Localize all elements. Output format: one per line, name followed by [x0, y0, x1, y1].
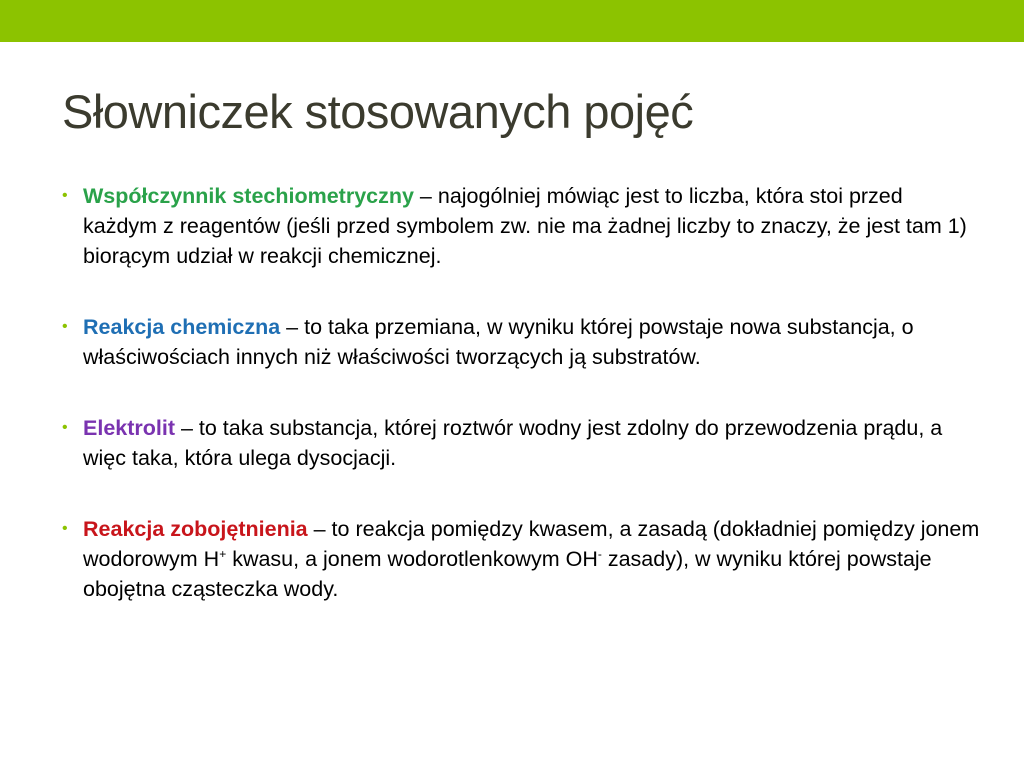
definition-text: – to taka przemiana, w wyniku której powstaje nowa substancja, o właściwościach innych niż właściwości tworzących ją substratów.: [83, 315, 914, 369]
bullet-dot-icon: •: [62, 187, 68, 204]
term-stoichiometric-coefficient: Współczynnik stechiometryczny: [83, 184, 414, 208]
definition-text: – najogólniej mówiąc jest to liczba, która stoi przed każdym z reagentów (jeśli przed symbolem zw. nie ma żadnej liczby to znaczy, że jest tam 1) biorącym udział w reakcji chemicznej.: [83, 184, 967, 268]
superscript-minus: -: [597, 547, 602, 561]
accent-top-bar: [0, 0, 1024, 42]
term-chemical-reaction: Reakcja chemiczna: [83, 315, 281, 339]
list-item: [62, 181, 982, 271]
list-item: [62, 312, 982, 372]
term-neutralization-reaction: Reakcja zobojętnienia: [83, 517, 308, 541]
slide-title: Słowniczek stosowanych pojęć: [62, 85, 694, 138]
bullet-dot-icon: •: [62, 318, 68, 335]
definition-list: [62, 181, 982, 604]
term-electrolyte: Elektrolit: [83, 416, 175, 440]
definition-text: kwasu, a jonem wodorotlenkowym OH: [226, 547, 598, 571]
superscript-plus: +: [219, 547, 227, 561]
list-item: [62, 514, 982, 604]
list-item: [62, 413, 982, 473]
bullet-dot-icon: •: [62, 520, 68, 537]
definition-text: – to reakcja pomiędzy kwasem, a zasadą (dokładniej pomiędzy jonem wodorowym H: [83, 517, 980, 571]
definition-text: – to taka substancja, której roztwór wodny jest zdolny do przewodzenia prądu, a więc taka, która ulega dysocjacji.: [83, 416, 943, 470]
definition-text: zasady), w wyniku której powstaje obojętna cząsteczka wody.: [83, 547, 932, 601]
bullet-dot-icon: •: [62, 419, 68, 436]
